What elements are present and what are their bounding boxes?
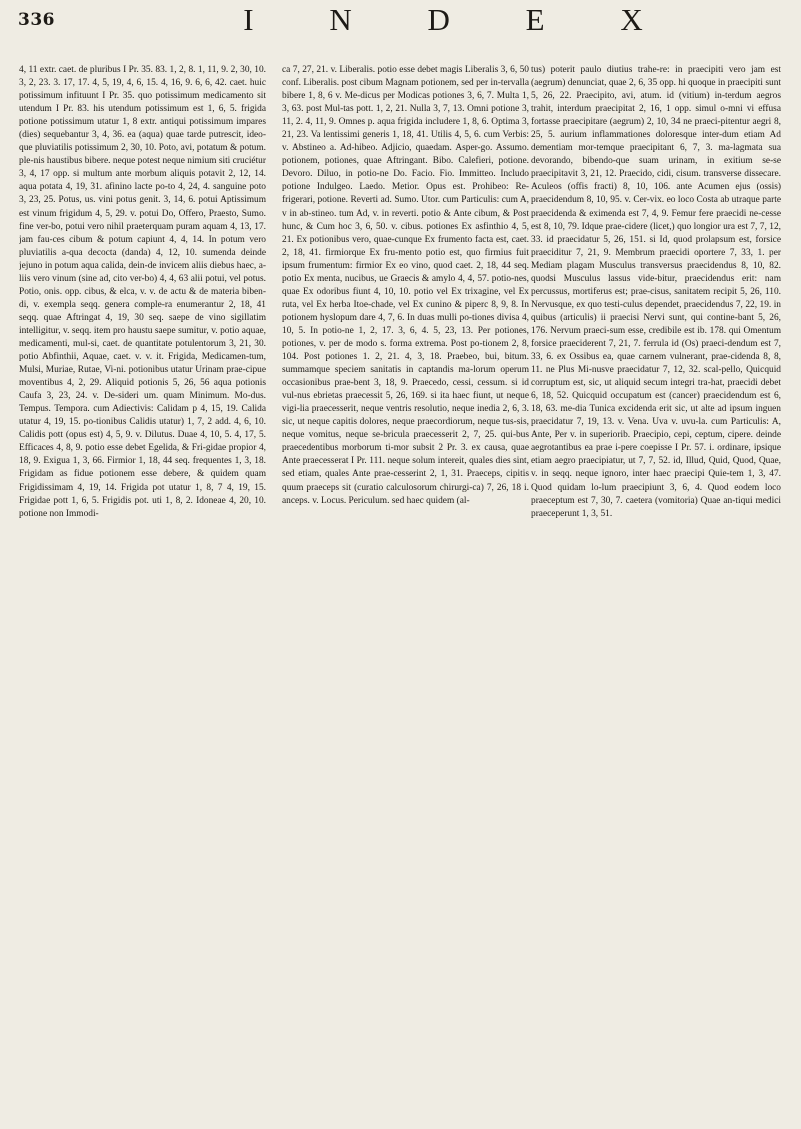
index-text-column-1: 4, 11 extr. caet. de pluribus I Pr. 35. 83. 1, 2, 8. 1, 11, 9. 2, 30, 10. 3, 2, 23. 3. 17, 17. 4, 5, 19, 4, 6, 15. 4, 16, 9. 6, 6, 42. caet. huic potissimum infituunt I Pr. 35. quo potissimum medicamento sit utendum I Pr. 83. his utendum potissimum est 1, 6, 5. frigida potione potissimum utatur 1, 8 extr. antiqui potissimum impares (dies) sequebantur 3, 4, 36. ea (aqua) quae tarde putrescit, ideo-que pluviatilis potissimum 2, 30, 10. Poto, avi, potatum & potum. ple-nis haustibus bibere. neque potest neque nimium siti cruciétur 3, 4, 17 opp. si multum ante morbum aliquis potavit 2, 12, 14. aqua potata 4, 19, 31. afinino lacte po-to 4, 24, 4. sanguine poto 3, 23, 25. Potus, us. vini potus genit. 3, 14, 6. potui Aptissimum est vinum frigidum 4, 5, 29. v. potui Do, Offero, Praesto, Sumo. fine ver-bo, potui vero nihil praeterquam puram aquam 4, 13, 17. jam fau-ces cibum & potum capiunt 4, 4, 14. In potum vero pluviatilis a-qua decocta (danda) 4, 12, 10. sumenda deinde jejuno in potum aqua calida, dein-de invicem aliis diebus haec, a-liis vero vinum (sine ad, cito ver-bo) 4, 4, 63 alii potui, vel potus. Potio, onis. opp. cibus, & elca, v. v. de actu & de materia biben-di, v. exempla seqq. genera comple-ra enumerantur 2, 18, 41 seqq. quae Aftringat 4, 19, 30 seq. saepe de vino sigillatim intelligitur, v. seqq. item pro haustu saepe sumitur, v. potio aquae, medicamenti, mul-si, caet. de quantitate potulentorum 3, 21, 30. potio Abfinthii, Aquae, caet. v. v. it. Frigida, Medicamen-tum, Mulsi, Muriae, Rutae, Vi-ni. potionibus utatur Urinam prae-cipue moventibus 4, 2, 29. Aliquid potionis 5, 26, 56 aqua potionis Caufa 3, 23, 24. v. De-sideri um. quam Minimum. Mo-dus. Tempus. Tempora. cum Adiectivis: Calidam p 4, 15, 19. Calida utatur 4, 19, 15. po-tionibus Calidis utatur) 1, 7, 2 add. 4, 6, 10. Calidis pott (opus est) 4, 5, 9. v. Dilutus. Duae 4, 10, 5. 4, 17, 5. Efficaces 4, 8, 9. potio esse debet Egelida, & Fri-gidae propior 4, 18, 9. Exigua 1, 3, 66. Firmior 1, 18, 44 seq. frequentes 1, 3, 18. Frigidam as fidue potionem esse debere, & quidem quam Frigidissimam 4, 19, 14. Frigida pot utatur 1, 8, 7 4, 19, 15. Frigidae pott 1, 6, 5. Frigidis pot. uti 1, 8, 2. Idoneae 4, 20, 10. potione non Immodi-	[19, 65, 266, 519]
index-text-column-2: ca 7, 27, 21. v. Liberalis. potio esse debet magis Liberalis 3, 6, 50 conf. Liberalis. post cibum Magnam potionem, sed per in-tervalla bibere 1, 8, 6 v. Me-dicus per Modicas potiones 3, 6, 7. Multa 1, 3, 63. post Mul-tas pott. 1, 2, 21. Nulla 3, 7, 13. Omni potione 3, 11, 2. 4, 11, 9. Omnes p. aqua frigida includere 1, 8, 6. Optima 3, 21, 23. Va lentissimi generis 1, 18, 41. Utilis 4, 5, 6. cum Verbis: v. Abstineo a. Ad-hibeo. Adjicio, quaedam. Asper-go. Assumo. potionem, potiones, quae Aftringant. Bibo. Calefieri, potione. Devoro. Diluo, in potio-ne Do. Facio. Fio. Immitteo. Includo potione Indulgeo. Laedo. Metior. Opus est. Prohibeo: Re-frigerari, potione. Reverti ad. Sumo. Utor. cum Particulis: cum A, v in ab-stineo. tum Ad, v. in reverti. potio & Ante cibum, & Post hunc, & Cum hoc 3, 6, 50. v. cibus. potiones Ex asfinthio 4, 5, 21. Ex potionibus vero, quae-cunque Ex frumento facta est, caet. 2, 18, 41. firmiorque Ex fru-mento potio est, quo firmius fuit ipsum frumentum: firmior Ex eo vino, quod caet. 2, 18, 44 seq. potio Ex menta, nucibus, ue Graecis & amylo 4, 4, 57. potio-nes, quae Ex odoribus fiunt 4, 10, 10. potio vel Ex trixagine, vel Ex ruta, vel Ex herba Itoe-chade, vel Ex cunino & piperc 8, 9, 8. In potionem hyslopum dare 4, 7, 6. In duas mulli po-tiones divisa 4, 10, 5. In potio-ne 1, 2, 17. 3, 6, 4. 5, 23, 13. Per potiones, potiones, v. per de modo s. forma extrema. Post po-tionem 2, 8, 104. Post potiones 1. 2, 21. 4, 3, 18. Praebeo, bui, bitum. summamque speciem sanitatis in captandis ma-lorum operum occasionibus prae-bent 3, 18, 9. Praecedo, cessi, cessum. si id vul-nus ebrietas praecessit 5, 26, 169. si ita haec fiunt, ut neque vigi-lia praecesserit, neque ventris resolutio, neque inedia 2, 6, 3. sic, ut neque capitis dolores, neque praecordiorum, neque tus-sis, neque vomitus, neque se-bricula praecesserit 2, 7, 25. qui-bus praecedentibus morborum ti-mor subsit 2 Pr. 3. ex causa, quae Ante praecesserat I Pr. 111. neque solum intereit, quales dies sint, sed etiam, quales Ante prae-cesserint 2, 1, 31. Praeceps, cipitis quum praeceps sit (curatio calculosorum chirurgi-ca) 7, 26, 18 i. anceps. v. Locus. Periculum. sed haec quidem (al-	[282, 65, 529, 506]
running-head: I N D E X	[243, 2, 677, 37]
index-column-3	[531, 64, 781, 1114]
index-column-2	[282, 64, 529, 1114]
index-text-column-3: tus) poterit paulo diutius trahe-re: in praecipiti vero jam est (aegrum) denunciat, quae 2, 6, 35 opp. hi quoque in praecipiti sunt 5, 26, 22. Praecipito, avi, atum. id (vitium) in-terdum aegros trahit, interdum praecipitat 2, 16, 1 opp. simul o-mni vi effusa fortasse praecipitare (aegrum) 2, 10, 34 ne praeci-pitentur aegri 8, 25, 5. aurium inflammationes doloresque inter-dum etiam Ad dementiam mor-temque praecipitant 6, 7, 3. ma-lagmata sua devorando, bibendo-que suam urinam, in exitium se-se praecipitavit 3, 21, 12. Praecido, cidi, cisum. transverse dissecare. Aculeos (offis fracti) 8, 10, 106. ante Acumen ejus (ossis) praecidendum 8, 10, 95. v. Cer-vix. eo loco Costa ab utraque parte praecidenda & eximenda est 7, 4, 9. Femur fere praecidi ne-cesse est 8, 10, 79. Idque prae-cidere (licet,) quo longior ura est 7, 7, 12, 33. id praecidatur 5, 26, 151. si Id, quod prolapsum est, forsice praeciditur 7, 21, 9. Membrum praecidi oportere 7, 33, 1. per Mediam plagam Musculus transversus praecidendus 8, 10, 82. quodsi Musculus lassus vide-bitur, praecidendus erit: nam percussus, mortiferus est; prae-cisus, sanitatem recipit 5, 26, 110. Nervusque, ex quo testi-culus dependet, praecidendus 7, 22, 19. in quibus (articulis) ii praecisi Nervi sunt, qui contine-bant 5, 26, 176. Nervum praeci-sum esse, credibile est ib. 178. qui Omentum forsice praeciderent 7, 21, 7. ferrula id (Os) praeci-dendum est 7, 33, 6. ex Ossibus ea, quae carnem vulnerant, prae-cidenda 8, 8, 11. ne Plus Mi-nusve praecidatur 7, 12, 32. scal-pello, Quicquid corruptum est, sic, ut aliquid secum integri tra-hat, praecidi debet 6, 18, 52. Quicquid occupatum est (cancer) praecidendum est 6, 18, 63. me-dia Tunica excidenda erit sic, ut alte ad ipsum inguen praecidatur 7, 19, 13. v. Vena. Uva v. uvu-la. cum Particulis: A, Ante, Per v. in superiorib. Praecipio, cepi, ceptum, cipere. deinde aegrotantibus ea prae i-pere coepisse I Pr. 57. i. ordinare, ipsique etiam aegro praecipiatur, ut 7, 7, 52. id, Illud, Quid, Quod, Quae, v. in seqq. neque ignoro, inter haec praecipi Quie-tem 1, 3, 47. Quod quidam lo-lum praecipiunt 3, 6, 4. Quod eodem loco praeceptum est 7, 30, 7. caetera (vomitoria) Quae an-tiqui medici praeceperunt 1, 3, 51.	[531, 65, 781, 519]
page-number: 336	[18, 10, 55, 30]
index-column-1	[19, 64, 266, 1114]
